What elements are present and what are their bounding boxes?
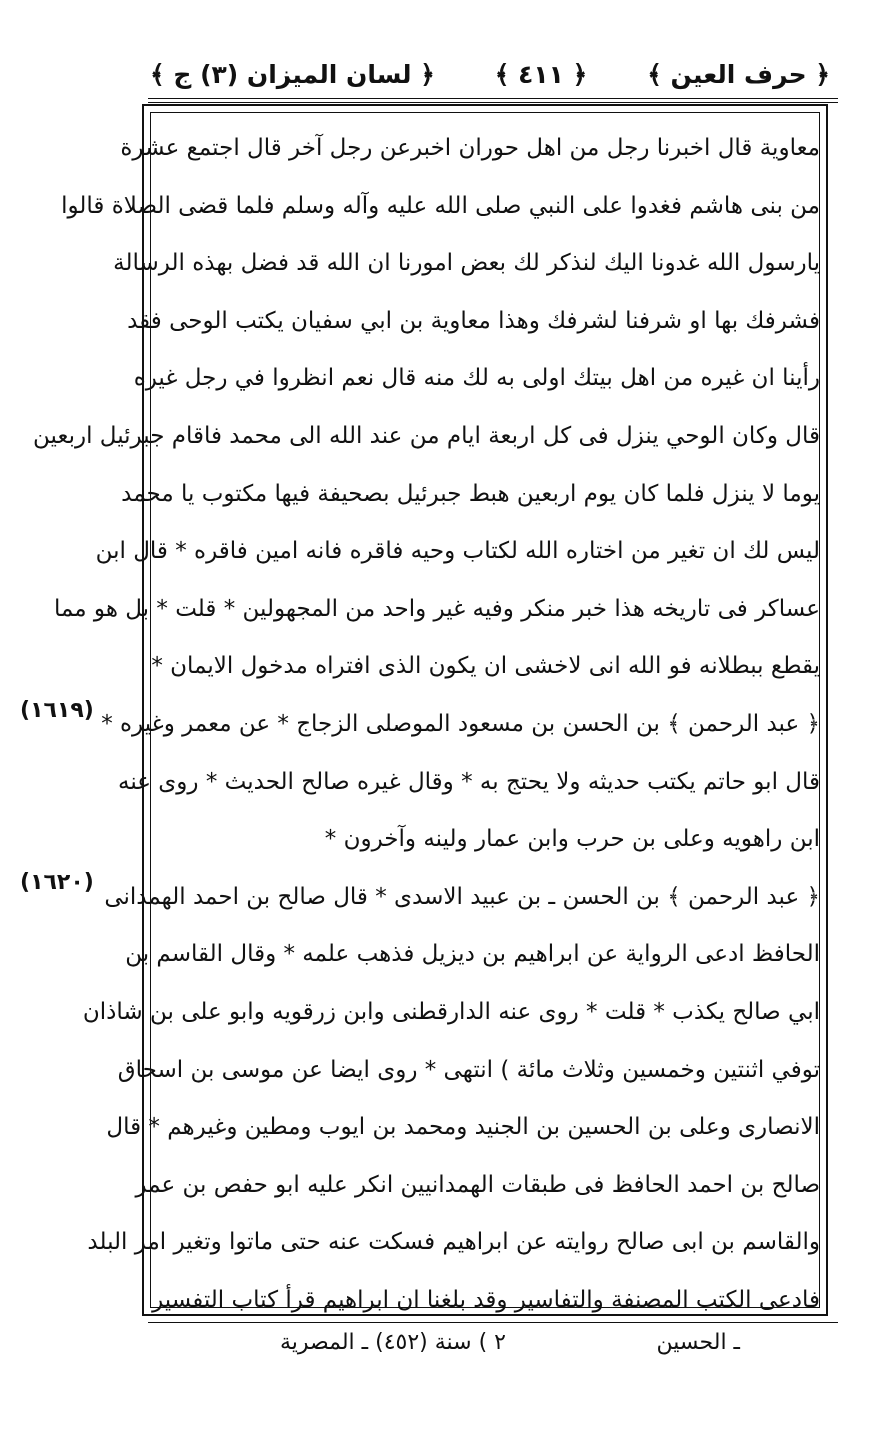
footnote-left: ـ الحسين [656,1330,740,1355]
entry-number: (١٦٢٠) [20,870,94,895]
header-rule-bottom [148,102,838,103]
text-line: الانصارى وعلى بن الحسين بن الجنيد ومحمد بن ايوب ومطين وغيرهم * قال [106,1114,820,1141]
text-line: يقطع ببطلانه فو الله انى لاخشى ان يكون الذى افتراه مدخول الايمان * [151,653,820,680]
text-line: توفي اثنتين وخمسين وثلاث مائة ) انتهى * روى ايضا عن موسى بن اسحاق [117,1056,820,1083]
header-rule-top [148,98,838,99]
text-line: ابن راهويه وعلى بن حرب وابن عمار ولينه وآخرون * [324,826,820,853]
text-line: ليس لك ان تغير من اختاره الله لكتاب وحيه فاقره فانه امين فاقره * قال ابن [95,538,820,565]
text-line: والقاسم بن ابى صالح روايته عن ابراهيم فسكت عنه حتى ماتوا وتغير امر البلد [87,1229,820,1256]
footnote-right: ٢ ) سنة (٤٥٢) ـ المصرية [280,1330,506,1355]
footnote [280,1330,740,1355]
header-book-title: ﴿ لسان الميزان (٣) ج ﴾ [150,59,435,89]
entry-heading-line: ﴿ عبد الرحمن ﴾ بن الحسن ـ بن عبيد الاسدى * قال صالح بن احمد الهمدانى [104,883,820,910]
entry-heading-line: ﴿ عبد الرحمن ﴾ بن الحسن بن مسعود الموصلى الزجاج * عن معمر وغيره * [101,710,820,737]
text-line: يارسول الله غدونا اليك لنذكر لك بعض امورنا ان الله قد فضل بهذه الرسالة [113,250,820,277]
text-line: قال ابو حاتم يكتب حديثه ولا يحتج به * وقال غيره صالح الحديث * روى عنه [117,768,820,795]
text-line: قال وكان الوحي ينزل فى كل اربعة ايام من عند الله الى محمد فاقام جبرئيل اربعين [33,422,820,449]
text-line: رأينا ان غيره من اهل بيتك اولى به لك منه قال نعم انظروا في رجل غيره [133,365,820,392]
entry-number: (١٦١٩) [20,698,94,723]
text-line: الحافظ ادعى الرواية عن ابراهيم بن ديزيل فذهب علمه * وقال القاسم بن [125,941,820,968]
page-header [150,52,830,96]
text-line: عساكر فى تاريخه هذا خبر منكر وفيه غير واحد من المجهولين * قلت * بل هو مما [54,595,820,622]
header-page-number: ﴿ ٤١١ ﴾ [494,59,588,89]
text-line: يوما لا ينزل فلما كان يوم اربعين هبط جبرئيل بصحيفة فيها مكتوب يا محمد [121,480,820,507]
text-line: صالح بن احمد الحافظ فى طبقات الهمدانيين انكر عليه ابو حفص بن عمر [135,1171,820,1198]
text-line: معاوية قال اخبرنا رجل من اهل حوران اخبرعن رجل آخر قال اجتمع عشرة [120,135,820,161]
header-section-title: ﴿ حرف العين ﴾ [647,59,830,89]
text-line: من بنى هاشم فغدوا على النبي صلى الله عليه وآله وسلم فلما قضى الصلاة قالوا [61,192,820,219]
footnote-rule [148,1322,838,1323]
text-line: ابي صالح يكذب * قلت * روى عنه الدارقطنى وابن زرقويه وابو على بن شاذان [82,998,820,1025]
text-line: فادعى الكتب المصنفة والتفاسير وقد بلغنا ان ابراهيم قرأ كتاب التفسير [152,1286,820,1313]
text-line: فشرفك بها او شرفنا لشرفك وهذا معاوية بن ابي سفيان يكتب الوحى فقد [127,307,820,334]
